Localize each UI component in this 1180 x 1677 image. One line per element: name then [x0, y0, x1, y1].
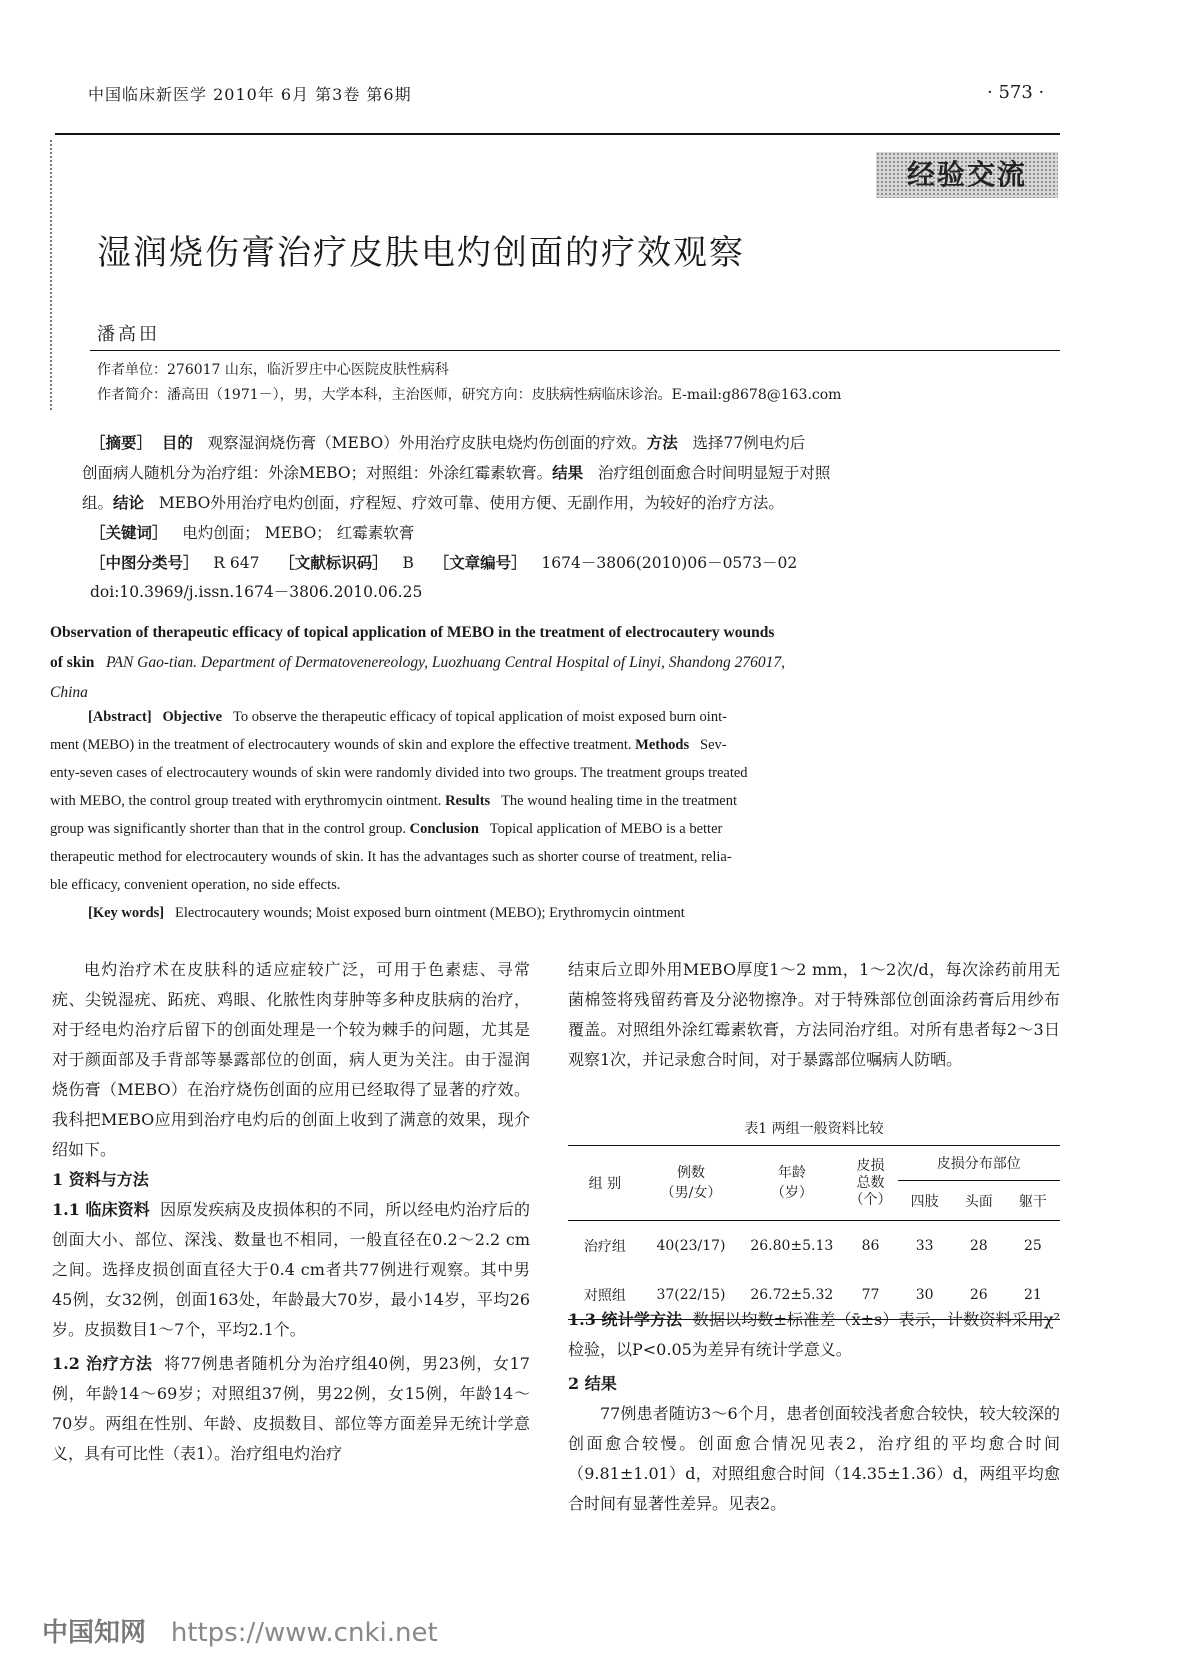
en-abstract — [50, 703, 1070, 927]
en-title — [50, 618, 1070, 708]
table1-header-head: 头面 — [964, 1193, 993, 1210]
en-title-line2: of skin — [50, 654, 95, 671]
page-number: · 573 · — [987, 82, 1045, 103]
en-abstract-label: [Abstract] — [88, 709, 152, 725]
en-abstract-line: therapeutic method for electrocautery wounds of skin. It has the advantages such as shorter course of treatment, relia- — [50, 849, 732, 865]
cn-conclusion-label: 结论 — [113, 493, 145, 512]
cn-doc: B — [402, 554, 414, 572]
table1-header-cases: 例数 （男/女） — [642, 1146, 740, 1221]
en-abstract-line: The wound healing time in the treatment — [501, 793, 738, 809]
section-1-2-heading: 1.2 治疗方法 — [52, 1354, 153, 1373]
table-cell: 37(22/15) — [656, 1287, 726, 1303]
en-abstract-line: Topical application of MEBO is a better — [489, 821, 723, 837]
cn-conclusion: MEBO外用治疗电灼创面，疗程短、疗效可靠、使用方便、无副作用，为较好的治疗方法。 — [158, 494, 784, 512]
table1-caption: 表1 两组一般资料比较 — [744, 1121, 884, 1137]
cn-objective-label: 目的 — [161, 433, 193, 452]
en-abstract-line: enty-seven cases of electrocautery wounds of skin were randomly divided into two groups. The treatment groups treated — [50, 765, 748, 781]
cnki-url[interactable]: https://www.cnki.net — [170, 1618, 438, 1648]
en-keywords: Electrocautery wounds; Moist exposed burn ointment (MEBO); Erythromycin ointment — [175, 905, 685, 921]
section-1-3-heading: 1.3 统计学方法 — [568, 1310, 683, 1329]
left-column — [52, 955, 530, 1469]
table1-header-total: 皮损 总数 （个） — [844, 1146, 898, 1221]
cn-article-number: 1674－3806(2010)06－0573－02 — [541, 554, 798, 572]
table1-header-trunk: 躯干 — [1018, 1193, 1047, 1210]
section-2-heading: 2 结果 — [568, 1374, 617, 1393]
table1-header-age: 年龄 （岁） — [740, 1146, 843, 1221]
table-cell: 治疗组 — [583, 1239, 626, 1255]
section-1-heading: 1 资料与方法 — [52, 1170, 149, 1189]
cn-class-label: ［中图分类号］ — [90, 553, 199, 572]
cn-result-label: 结果 — [552, 463, 584, 482]
table1 — [568, 1145, 1060, 1320]
section-1-1-text: 因原发疾病及皮损体积的不同，所以经电灼治疗后的创面大小、部位、深浅、数量也不相同，一般直径在0.2～2.2 cm之间。选择皮损创面直径大于0.4 cm者共77例进行观察。其中男45例，女32例，创面163处，年龄最大70岁，最小14岁，平均26岁。皮损数目1～7个，平均2.1个。 — [52, 1200, 530, 1339]
article-title: 湿润烧伤膏治疗皮肤电灼创面的疗效观察 — [97, 233, 745, 273]
table-cell: 21 — [1024, 1287, 1042, 1303]
en-author-affiliation: PAN Gao-tian. Department of Dermatovenereology, Luozhuang Central Hospital of Linyi, Shandong 276017, — [106, 654, 785, 671]
author-rule — [90, 350, 1060, 351]
en-abstract-line: ment (MEBO) in the treatment of electrocautery wounds of skin and explore the effective treatment. — [50, 737, 632, 753]
table1-header-group: 组 别 — [568, 1146, 642, 1221]
section-2-text: 77例患者随访3～6个月，患者创面较浅者愈合较快，较大较深的创面愈合较慢。创面愈合情况见表2，治疗组的平均愈合时间（9.81±1.01）d，对照组愈合时间（14.35±1.36）d，两组平均愈合时间有显著性差异。见表2。 — [568, 1404, 1060, 1513]
cn-method-2: 创面病人随机分为治疗组：外涂MEBO；对照组：外涂红霉素软膏。 — [82, 464, 553, 482]
table-cell: 40(23/17) — [656, 1238, 726, 1254]
en-abstract-line: To observe the therapeutic efficacy of topical application of moist exposed burn oint- — [232, 709, 727, 725]
intro-paragraph: 电灼治疗术在皮肤科的适应症较广泛，可用于色素痣、寻常疣、尖锐湿疣、跖疣、鸡眼、化脓性肉芽肿等多种皮肤病的治疗，对于经电灼治疗后留下的创面处理是一个较为棘手的问题，尤其是对于颜面部及手背部等暴露部位的创面，病人更为关注。由于湿润烧伤膏（MEBO）在治疗烧伤创面的应用已经取得了显著的疗效。我科把MEBO应用到治疗电灼后的创面上收到了满意的效果，现介绍如下。 — [52, 960, 530, 1159]
table-cell: 30 — [915, 1287, 934, 1303]
journal-header: 中国临床新医学 2010年 6月 第3卷 第6期 — [88, 85, 412, 104]
table-cell: 28 — [969, 1238, 988, 1254]
en-abstract-line: with MEBO, the control group treated with erythromycin ointment. — [50, 793, 442, 809]
section-1-1-heading: 1.1 临床资料 — [52, 1200, 150, 1219]
section-1-2-text: 将77例患者随机分为治疗组40例，男23例，女17例，年龄14～69岁；对照组37例，男22例，女15例，年龄14～70岁。两组在性别、年龄、皮损数目、部位等方面差异无统计学意义，具有可比性（表1）。治疗组电灼治疗 — [52, 1354, 530, 1463]
section-1-3-text: 数据以均数±标准差（x̄±s）表示，计数资料采用χ² 检验，以P<0.05为差异有统计学意义。 — [568, 1310, 1060, 1359]
table1-header-limbs: 四肢 — [910, 1193, 939, 1210]
cn-keywords-label: ［关键词］ — [90, 523, 168, 542]
cn-method-1: 选择77例电灼后 — [692, 434, 806, 452]
en-abstract-line: ble efficacy, convenient operation, no side effects. — [50, 877, 341, 893]
margin-dots — [50, 140, 52, 410]
cn-class: R 647 — [213, 554, 260, 572]
table-cell: 26.80±5.13 — [750, 1238, 834, 1254]
table-cell: 25 — [1024, 1238, 1042, 1254]
en-abstract-line: group was significantly shorter than that in the control group. — [50, 821, 406, 837]
cn-article-label: ［文章编号］ — [433, 553, 527, 572]
section-tag: 经验交流 — [876, 152, 1058, 198]
cn-result-2: 组。 — [82, 494, 114, 512]
footer-watermark — [42, 1612, 438, 1649]
cn-abstract-label: ［摘要］ — [90, 433, 153, 452]
cn-doc-label: ［文献标识码］ — [279, 553, 388, 572]
cn-result-1: 治疗组创面愈合时间明显短于对照 — [597, 464, 831, 482]
author-name: 潘高田 — [97, 324, 160, 345]
cn-objective: 观察湿润烧伤膏（MEBO）外用治疗皮肤电烧灼伤创面的疗效。 — [207, 434, 647, 452]
doi: doi:10.3969/j.issn.1674－3806.2010.06.25 — [90, 583, 423, 601]
cn-method-label: 方法 — [646, 433, 678, 452]
table-cell: 77 — [861, 1287, 880, 1303]
cnki-logo: 中国知网 — [42, 1618, 147, 1648]
table-cell: 26 — [969, 1287, 988, 1303]
en-abstract-line: Sev- — [700, 737, 727, 753]
en-title-line1: Observation of therapeutic efficacy of topical application of MEBO in the treatment of electrocautery wounds — [50, 624, 775, 641]
en-country: China — [50, 684, 88, 701]
cn-keywords: 电灼创面； MEBO； 红霉素软膏 — [182, 524, 415, 542]
table-cell: 26.72±5.32 — [750, 1287, 834, 1303]
right-column — [568, 955, 1060, 1075]
method-continuation: 结束后立即外用MEBO厚度1～2 mm，1～2次/d，每次涂药前用无菌棉签将残留药膏及分泌物擦净。对于特殊部位创面涂药膏后用纱布覆盖。对照组外涂红霉素软膏，方法同治疗组。对所有患者每2～3日观察1次，并记录愈合时间，对于暴露部位嘱病人防晒。 — [568, 960, 1060, 1069]
table-cell: 33 — [915, 1238, 934, 1254]
en-keywords-label: [Key words] — [88, 905, 165, 921]
cn-abstract — [82, 428, 1080, 607]
header-rule — [55, 133, 1060, 135]
author-bio: 作者简介：潘高田（1971－），男，大学本科，主治医师，研究方向：皮肤病性病临床诊治。E-mail:g8678@163.com — [97, 387, 842, 403]
en-conclusion-label: Conclusion — [409, 821, 479, 837]
en-methods-label: Methods — [635, 737, 690, 753]
affiliation: 作者单位：276017 山东，临沂罗庄中心医院皮肤性病科 — [97, 362, 449, 378]
table-row — [568, 1221, 1060, 1272]
table1-header-distribution: 皮损分布部位 — [898, 1146, 1060, 1181]
table-cell: 对照组 — [583, 1288, 626, 1304]
en-objective-label: Objective — [162, 709, 223, 725]
en-results-label: Results — [445, 793, 491, 809]
right-column-lower — [568, 1305, 1060, 1519]
table-cell: 86 — [861, 1238, 880, 1254]
